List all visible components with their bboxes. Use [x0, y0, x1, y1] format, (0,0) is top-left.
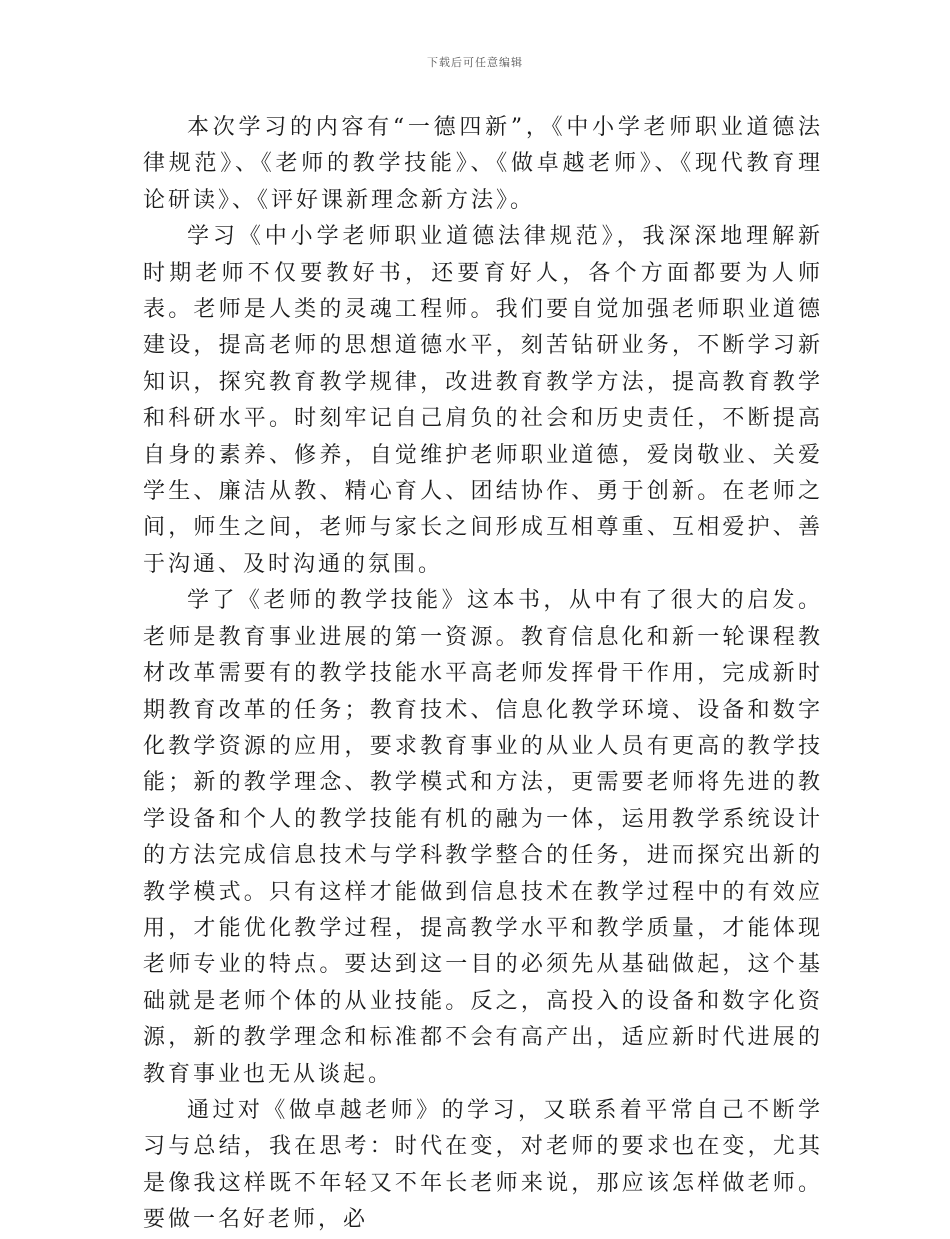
paragraph-teaching-skills: 学了《老师的教学技能》这本书，从中有了很大的启发。老师是教育事业进展的第一资源。教育信息化和新一轮课程教材改革需要有的教学技能水平高老师发挥骨干作用，完成新时期教育改革的任务；教育技术、信息化教学环境、设备和数字化教学资源的应用，要求教育事业的从业人员有更高的教学技能；新的教学理念、教学模式和方法，更需要老师将先进的教学设备和个人的教学技能有机的融为一体，运用教学系统设计的方法完成信息技术与学科教学整合的任务，进而探究出新的教学模式。只有这样才能做到信息技术在教学过程中的有效应用，才能优化教学过程，提高教学水平和教学质量，才能体现老师专业的特点。要达到这一目的必须先从基础做起，这个基础就是老师个体的从业技能。反之，高投入的设备和数字化资源，新的教学理念和标准都不会有高产出，适应新时代进展的教育事业也无从谈起。 — [143, 588, 823, 1087]
page-header: 下载后可任意编辑 — [427, 56, 523, 69]
paragraph-excellent-teacher: 通过对《做卓越老师》的学习，又联系着平常自己不断学习与总结，我在思考：时代在变，对老师的要求也在变，尤其是像我这样既不年轻又不年长老师来说，那应该怎样做老师。要做一名好老师，必 — [143, 1097, 823, 1233]
document-body — [143, 110, 823, 1239]
paragraph-study-content: 本次学习的内容有“一德四新”，《中小学老师职业道德法律规范》、《老师的教学技能》、《做卓越老师》、《现代教育理论研读》、《评好课新理念新方法》。 — [143, 115, 823, 213]
paragraph-ethics-norms: 学习《中小学老师职业道德法律规范》，我深深地理解新时期老师不仅要教好书，还要育好人，各个方面都要为人师表。老师是人类的灵魂工程师。我们要自觉加强老师职业道德建设，提高老师的思想道德水平，刻苦钻研业务，不断学习新知识，探究教育教学规律，改进教育教学方法，提高教育教学和科研水平。时刻牢记自己肩负的社会和历史责任，不断提高自身的素养、修养，自觉维护老师职业道德，爱岗敬业、关爱学生、廉洁从教、精心育人、团结协作、勇于创新。在老师之间，师生之间，老师与家长之间形成互相尊重、互相爱护、善于沟通、及时沟通的氛围。 — [143, 224, 823, 577]
